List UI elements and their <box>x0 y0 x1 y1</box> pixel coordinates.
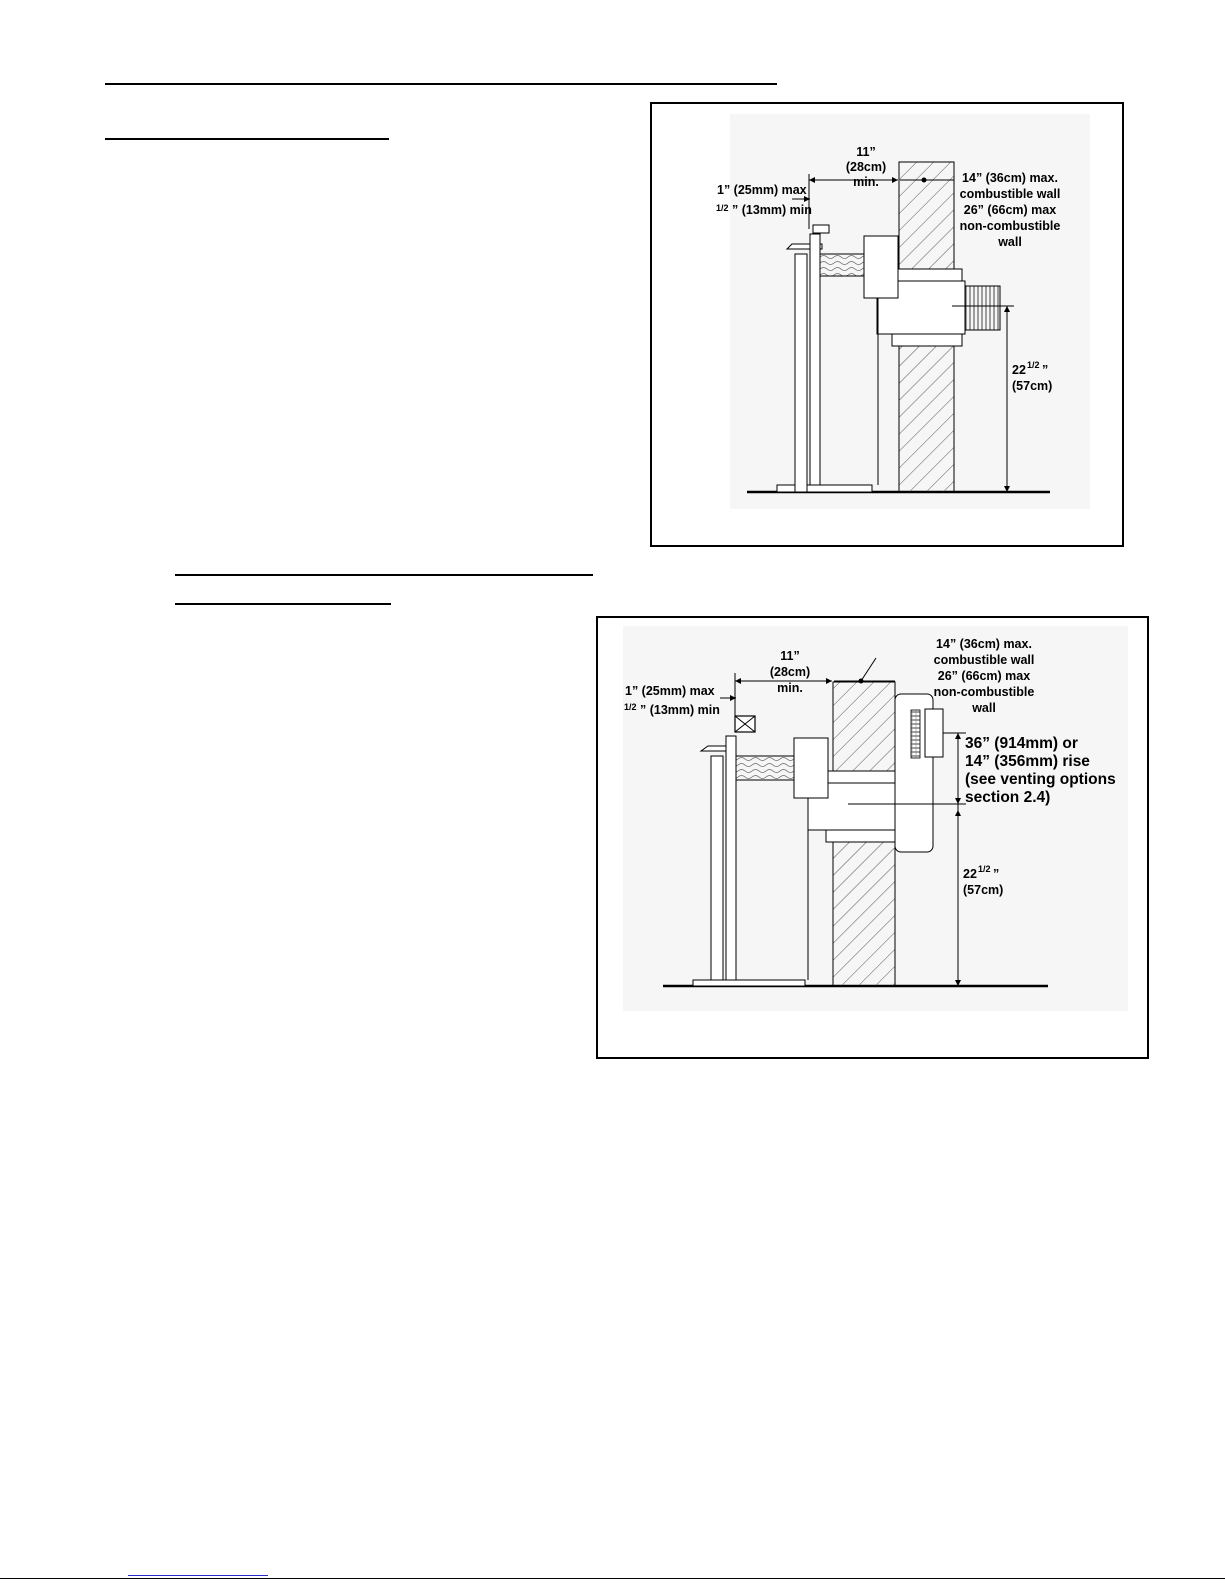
heading-underline-4 <box>175 603 391 605</box>
label-mantel-max: 1” (25mm) max <box>717 183 807 197</box>
label-height-2: (57cm) <box>1012 379 1053 393</box>
label-height-quote: ” <box>1042 363 1049 377</box>
label-height-2: (57cm) <box>963 883 1004 897</box>
label-clearance-mid: (28cm) <box>769 665 811 679</box>
heading-underline-1 <box>105 83 777 85</box>
firebox-logs <box>820 254 866 276</box>
firebox-body <box>864 236 898 298</box>
firebox-logs <box>736 756 798 780</box>
label-clearance-bot: min. <box>853 175 879 189</box>
fireplace-front <box>810 234 820 485</box>
label-wall-5: wall <box>972 701 996 715</box>
label-rise-3: (see venting options <box>965 771 1116 788</box>
figure-1-svg <box>652 104 1126 549</box>
label-mantel-min: ” (13mm) min <box>732 203 812 217</box>
label-clearance-top: 11” <box>856 145 876 159</box>
hearth-base <box>693 980 805 986</box>
label-wall-4: non-combustible <box>959 219 1061 233</box>
label-clearance-top: 11” <box>780 649 800 663</box>
label-wall-5: wall <box>998 235 1022 249</box>
label-rise-4: section 2.4) <box>965 789 1051 806</box>
vent-sleeve-top <box>826 771 898 783</box>
label-rise-2: 14” (356mm) rise <box>965 753 1090 770</box>
label-wall-4: non-combustible <box>933 685 1035 699</box>
label-height-1: 22 <box>1012 363 1026 377</box>
label-height-quote: ” <box>993 867 1000 881</box>
label-wall-1: 14” (36cm) max. <box>962 171 1058 185</box>
figure-1-installation-diagram <box>650 102 1124 547</box>
fireplace-front <box>726 736 736 980</box>
vent-sleeve-bottom <box>826 830 898 842</box>
label-wall-2: combustible wall <box>959 187 1061 201</box>
vent-sleeve-bottom <box>892 334 962 346</box>
hearth-base <box>777 485 872 492</box>
snorkel-grille <box>911 710 920 758</box>
dim-wall-dot <box>922 178 927 183</box>
heading-underline-3 <box>175 574 593 576</box>
label-clearance-mid: (28cm) <box>845 160 887 174</box>
footer-link-underline[interactable] <box>128 1575 268 1576</box>
mantel-leg <box>795 254 807 492</box>
label-wall-3: 26” (66cm) max <box>937 669 1031 683</box>
label-mantel-min-frac: 1/2 <box>716 203 729 213</box>
label-clearance-bot: min. <box>777 681 803 695</box>
snorkel-cap <box>925 709 943 757</box>
label-height-frac: 1/2 <box>1027 360 1040 370</box>
label-height-frac: 1/2 <box>978 864 991 874</box>
label-wall-1: 14” (36cm) max. <box>936 637 1032 651</box>
heading-underline-2 <box>105 138 389 140</box>
figure-2-svg <box>598 618 1151 1061</box>
label-wall-2: combustible wall <box>933 653 1035 667</box>
label-mantel-min-frac: 1/2 <box>624 702 637 712</box>
switch-box <box>813 225 829 233</box>
label-height-1: 22 <box>963 867 977 881</box>
footer-rule <box>0 1578 1225 1579</box>
vent-sleeve-top <box>892 269 962 281</box>
figure-2-installation-diagram <box>596 616 1149 1059</box>
firebox-body <box>794 738 828 798</box>
label-mantel-min: ” (13mm) min <box>640 703 720 717</box>
mantel-leg <box>711 756 723 980</box>
label-mantel-max: 1” (25mm) max <box>625 684 715 698</box>
vent-termination <box>965 286 1000 330</box>
label-wall-3: 26” (66cm) max <box>963 203 1057 217</box>
label-rise-1: 36” (914mm) or <box>965 735 1078 752</box>
